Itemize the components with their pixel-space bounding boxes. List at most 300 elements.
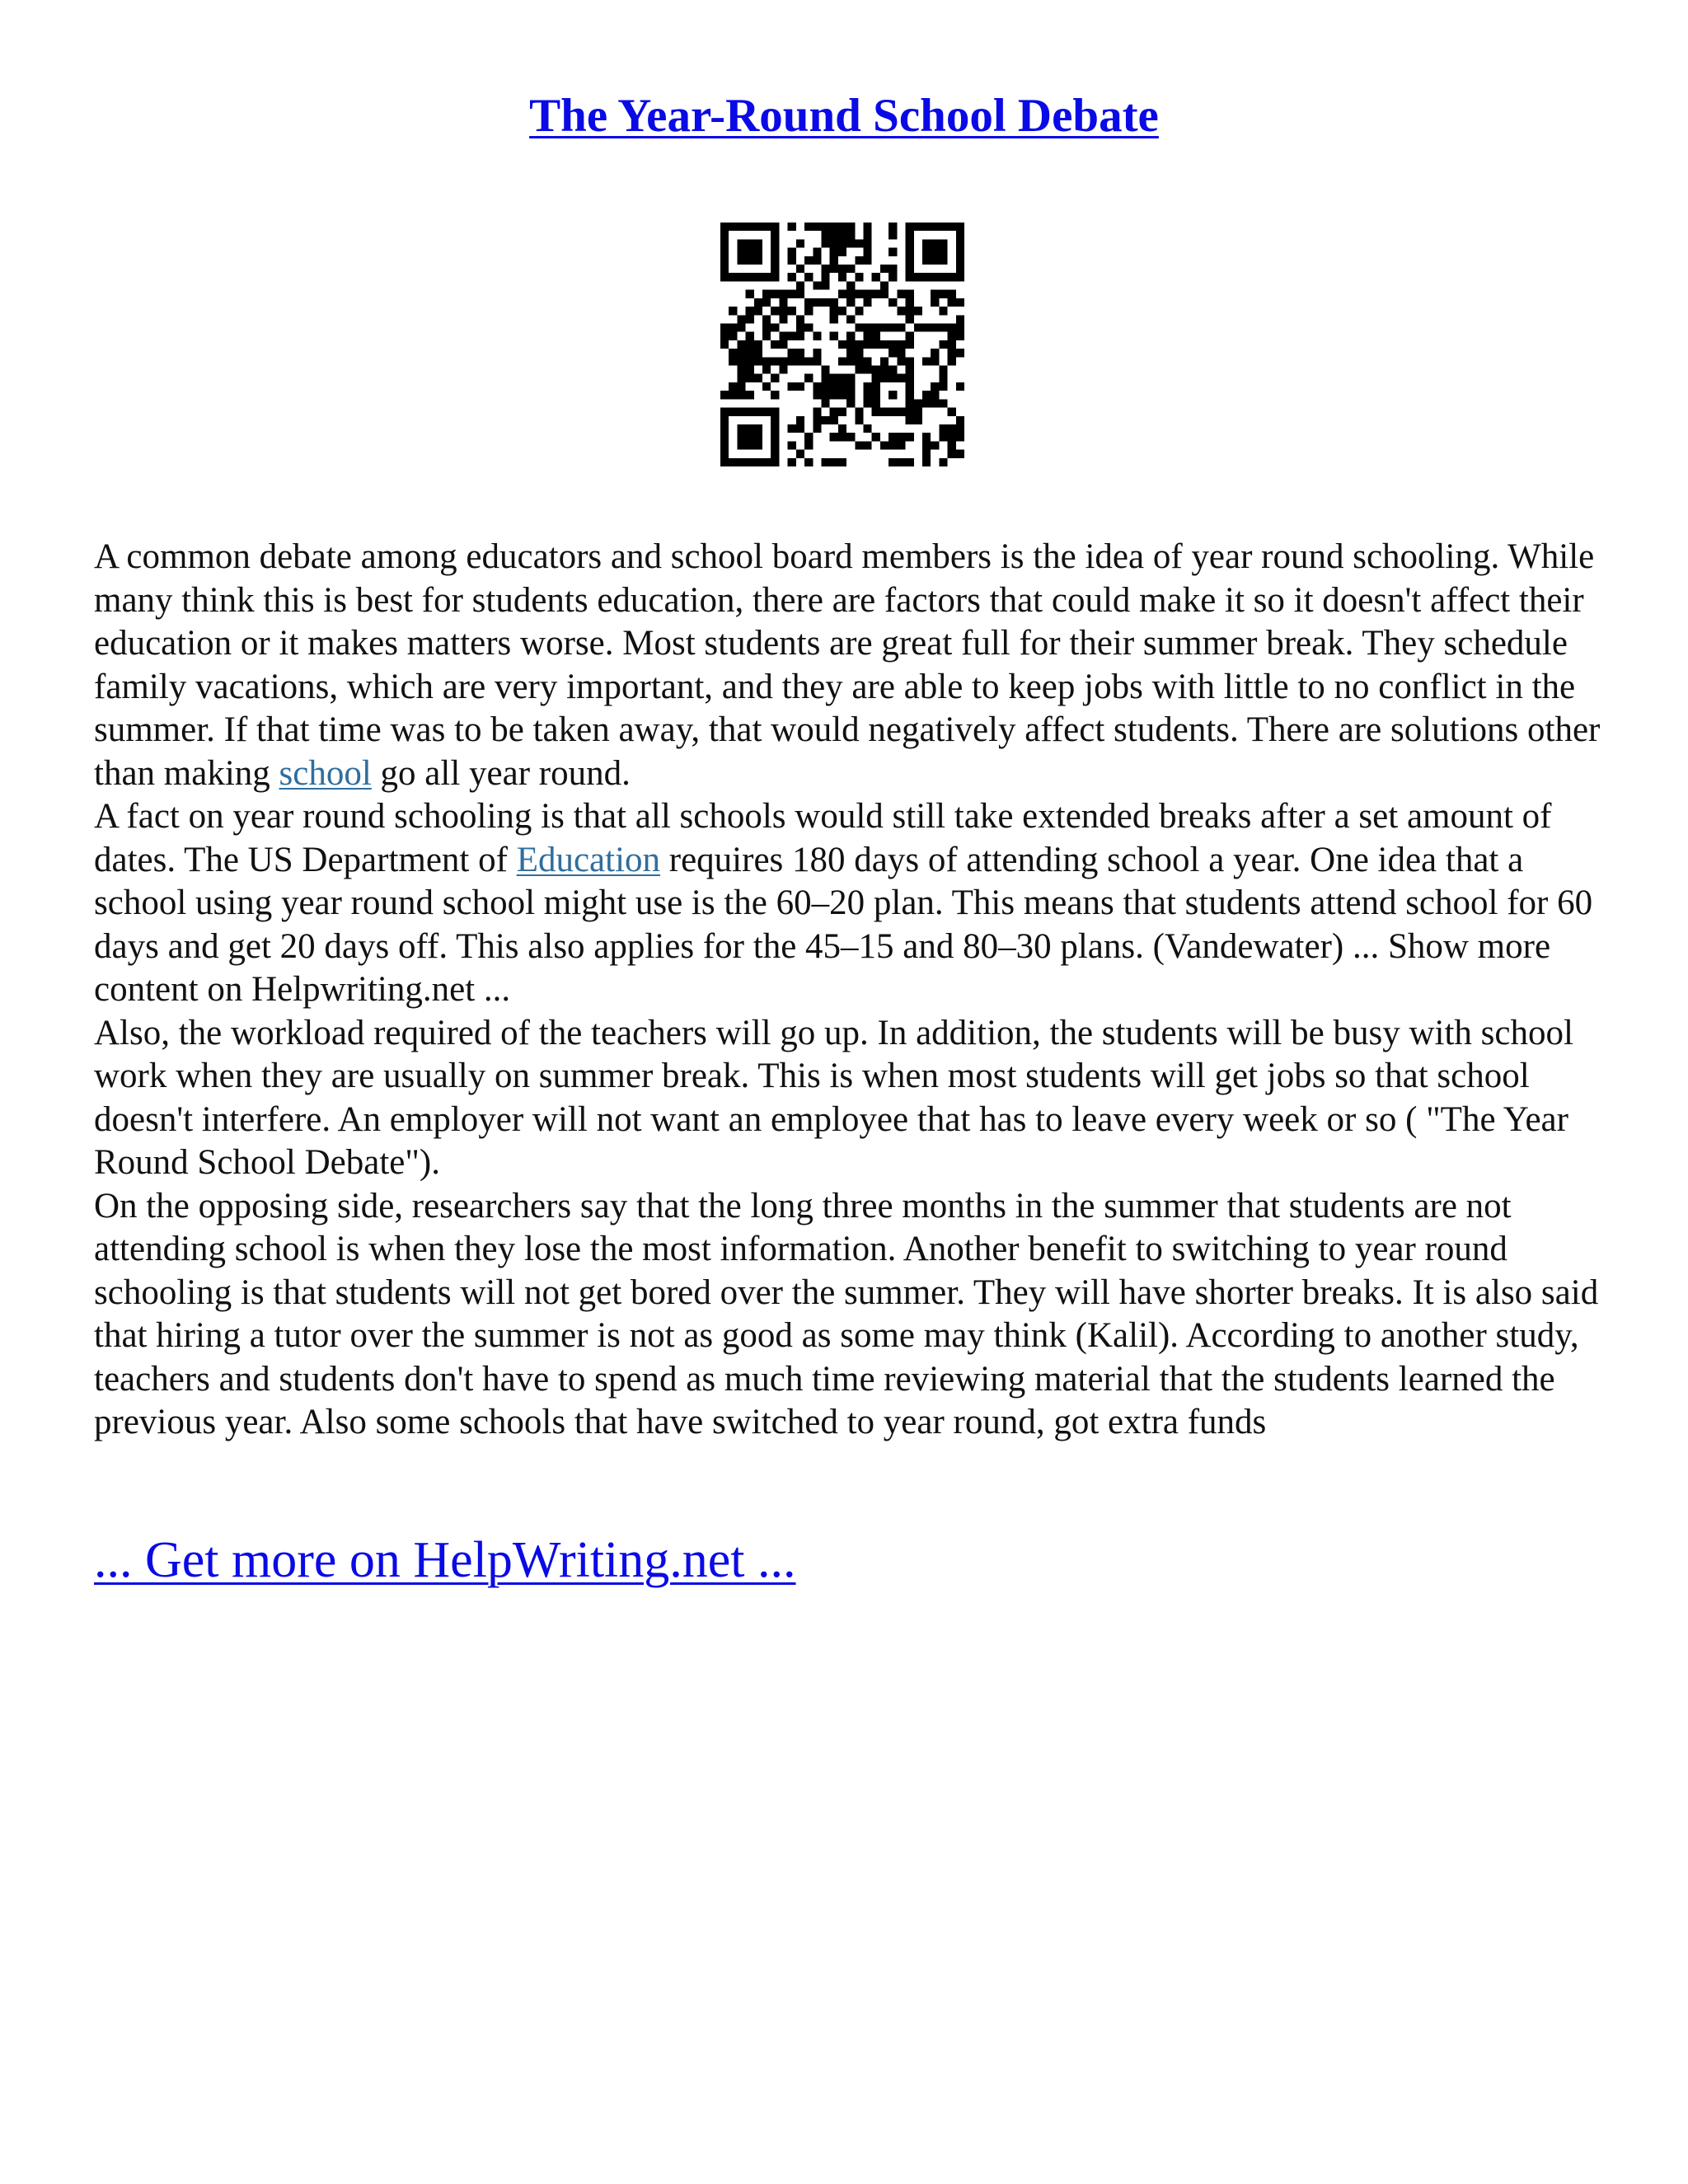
- qr-module: [948, 223, 956, 231]
- qr-module: [922, 391, 931, 399]
- qr-module: [880, 441, 889, 449]
- qr-module: [788, 382, 796, 391]
- qr-module: [872, 323, 880, 331]
- qr-module: [754, 256, 762, 265]
- qr-module: [737, 433, 745, 441]
- qr-module: [804, 298, 813, 307]
- qr-module: [788, 424, 796, 433]
- qr-module: [762, 408, 771, 416]
- qr-module: [771, 248, 779, 256]
- qr-module: [956, 223, 964, 231]
- qr-module: [864, 332, 872, 340]
- qr-module: [804, 374, 813, 382]
- qr-module: [788, 307, 796, 315]
- qr-module: [720, 223, 729, 231]
- qr-module: [931, 349, 939, 357]
- qr-module: [746, 458, 754, 466]
- qr-module: [906, 231, 914, 239]
- qr-module: [914, 416, 922, 424]
- qr-module: [729, 391, 737, 399]
- qr-module: [880, 374, 889, 382]
- qr-module: [846, 231, 855, 239]
- qr-module: [788, 332, 796, 340]
- qr-module: [864, 323, 872, 331]
- paragraph-2-text-after: requires 180 days of attending school a year. One idea that a school using year round school might use is the 60–20 plan. This means that students attend school for 60 days and get 20 days off. This also applies for the 45–15 and 80–30 plans. (Vandewater) ... Show more content on Helpwriting.net ...: [94, 840, 1593, 1009]
- qr-module: [754, 458, 762, 466]
- qr-module: [746, 315, 754, 323]
- qr-module: [897, 433, 905, 441]
- qr-module: [720, 273, 729, 281]
- qr-module: [813, 391, 821, 399]
- qr-module: [939, 307, 947, 315]
- qr-module: [956, 273, 964, 281]
- qr-module: [771, 450, 779, 458]
- qr-module: [864, 298, 872, 307]
- qr-module: [889, 391, 897, 399]
- paragraph-1-text-before: A common debate among educators and school board members is the idea of year round schooling. While many think this is best for students education, there are factors that could make it so it doesn't affect their education or it makes matters worse. Most students are great full for their summer break. They schedule family vacations, which are very important, and they are able to keep jobs with little to no conflict in the summer. If that time was to be taken away, that would negatively affect students. There are solutions other than making: [94, 537, 1601, 793]
- qr-module: [889, 265, 897, 273]
- qr-module: [762, 357, 771, 365]
- qr-module: [720, 323, 729, 331]
- qr-module: [771, 273, 779, 281]
- qr-module: [830, 239, 838, 247]
- qr-module: [804, 323, 813, 331]
- qr-module: [830, 391, 838, 399]
- qr-module: [939, 399, 947, 407]
- qr-module: [872, 366, 880, 374]
- qr-module: [956, 265, 964, 273]
- qr-module: [880, 290, 889, 298]
- qr-module: [746, 424, 754, 433]
- qr-module: [746, 223, 754, 231]
- qr-module: [830, 298, 838, 307]
- qr-module: [956, 239, 964, 247]
- qr-module: [838, 223, 846, 231]
- qr-module: [720, 256, 729, 265]
- qr-module: [897, 349, 905, 357]
- qr-module: [906, 357, 914, 365]
- qr-module: [838, 248, 846, 256]
- qr-module: [754, 248, 762, 256]
- qr-module: [746, 307, 754, 315]
- qr-module: [889, 340, 897, 349]
- qr-module: [746, 433, 754, 441]
- qr-module: [948, 340, 956, 349]
- qr-module: [846, 298, 855, 307]
- qr-module: [889, 248, 897, 256]
- qr-module: [889, 323, 897, 331]
- paragraph-1: [94, 536, 1602, 795]
- qr-module: [939, 290, 947, 298]
- qr-module: [804, 223, 813, 231]
- paragraph-3: Also, the workload required of the teachers will go up. In addition, the students will be busy with school work when they are usually on summer break. This is when most students will get jobs so that school doesn't interfere. An employer will not want an employee that has to leave every week or so ( "The Year Round School Debate").: [94, 1013, 1573, 1182]
- qr-module: [906, 340, 914, 349]
- qr-module: [872, 433, 880, 441]
- title-container: [0, 89, 1688, 143]
- qr-module: [906, 248, 914, 256]
- qr-module: [846, 223, 855, 231]
- qr-module: [872, 382, 880, 391]
- qr-module: [771, 231, 779, 239]
- qr-module: [737, 366, 745, 374]
- qr-module: [729, 458, 737, 466]
- paragraph-4: On the opposing side, researchers say that the long three months in the summer that students are not attending school is when they lose the most information. Another benefit to switching to year round schooling is that students will not get bored over the summer. They will have shorter breaks. It is also said that hiring a tutor over the summer is not as good as some may think (Kalil). According to another study, teachers and students don't have to spend as much time reviewing material that the students learned the previous year. Also some schools that have switched to year round, got extra funds: [94, 1186, 1599, 1441]
- qr-module: [762, 290, 771, 298]
- qr-module: [804, 458, 813, 466]
- qr-module: [931, 273, 939, 281]
- qr-module: [956, 231, 964, 239]
- qr-module: [813, 298, 821, 307]
- qr-module: [931, 290, 939, 298]
- qr-module: [737, 273, 745, 281]
- qr-module: [906, 265, 914, 273]
- qr-module: [737, 458, 745, 466]
- paragraph-2: [94, 795, 1602, 1012]
- qr-module: [939, 424, 947, 433]
- qr-module: [729, 408, 737, 416]
- qr-module: [821, 366, 829, 374]
- qr-module: [830, 416, 838, 424]
- qr-module: [889, 433, 897, 441]
- qr-module: [720, 424, 729, 433]
- qr-module: [737, 223, 745, 231]
- qr-module: [830, 374, 838, 382]
- qr-module: [880, 366, 889, 374]
- qr-module: [771, 424, 779, 433]
- qr-module: [922, 273, 931, 281]
- qr-module: [906, 408, 914, 416]
- qr-module: [939, 248, 947, 256]
- qr-module: [922, 399, 931, 407]
- qr-module: [746, 248, 754, 256]
- qr-module: [762, 298, 771, 307]
- qr-module: [754, 357, 762, 365]
- qr-module: [796, 382, 804, 391]
- qr-module: [956, 433, 964, 441]
- qr-module: [906, 458, 914, 466]
- qr-module: [864, 223, 872, 231]
- qr-module: [855, 256, 863, 265]
- qr-module: [846, 239, 855, 247]
- qr-module: [830, 223, 838, 231]
- qr-module: [796, 265, 804, 273]
- qr-module: [737, 323, 745, 331]
- qr-module: [737, 374, 745, 382]
- qr-module: [956, 424, 964, 433]
- school-link[interactable]: school: [279, 753, 372, 793]
- qr-module: [746, 408, 754, 416]
- page-title-link[interactable]: The Year-Round School Debate: [529, 90, 1159, 142]
- qr-module: [864, 239, 872, 247]
- qr-module: [906, 273, 914, 281]
- qr-module: [872, 340, 880, 349]
- qr-module: [922, 323, 931, 331]
- qr-module: [855, 273, 863, 281]
- qr-module: [846, 399, 855, 407]
- qr-module: [939, 433, 947, 441]
- qr-module: [889, 298, 897, 307]
- qr-module: [939, 239, 947, 247]
- qr-module: [771, 391, 779, 399]
- qr-module: [939, 458, 947, 466]
- qr-module: [948, 290, 956, 298]
- qr-module: [948, 349, 956, 357]
- qr-module: [737, 391, 745, 399]
- qr-module: [813, 256, 821, 265]
- qr-module: [939, 382, 947, 391]
- qr-module: [906, 298, 914, 307]
- qr-module: [821, 281, 829, 289]
- qr-module: [914, 307, 922, 315]
- qr-module: [855, 366, 863, 374]
- qr-module: [830, 458, 838, 466]
- qr-module: [956, 298, 964, 307]
- qr-module: [864, 256, 872, 265]
- qr-module: [855, 408, 863, 416]
- more-link-container: [94, 1531, 796, 1590]
- qr-module: [754, 374, 762, 382]
- qr-module: [746, 349, 754, 357]
- qr-module: [948, 433, 956, 441]
- qr-module: [720, 450, 729, 458]
- qr-module: [838, 239, 846, 247]
- qr-module: [796, 416, 804, 424]
- qr-module: [804, 357, 813, 365]
- qr-module: [821, 273, 829, 281]
- qr-module: [746, 290, 754, 298]
- qr-module: [754, 408, 762, 416]
- qr-module: [762, 382, 771, 391]
- qr-module: [931, 391, 939, 399]
- qr-module: [864, 231, 872, 239]
- qr-module: [821, 416, 829, 424]
- qr-module: [821, 265, 829, 273]
- qr-module: [779, 366, 787, 374]
- qr-module: [830, 408, 838, 416]
- qr-module: [746, 374, 754, 382]
- qr-module: [880, 408, 889, 416]
- qr-module: [771, 223, 779, 231]
- qr-module: [956, 382, 964, 391]
- qr-module: [906, 416, 914, 424]
- qr-module: [956, 332, 964, 340]
- qr-module: [720, 441, 729, 449]
- qr-module: [948, 323, 956, 331]
- qr-module: [771, 357, 779, 365]
- qr-module: [855, 357, 863, 365]
- qr-module: [729, 323, 737, 331]
- qr-module: [754, 349, 762, 357]
- qr-module: [956, 450, 964, 458]
- qr-module: [897, 441, 905, 449]
- qr-module: [880, 357, 889, 365]
- qr-module: [754, 239, 762, 247]
- qr-module: [864, 399, 872, 407]
- qr-module: [830, 382, 838, 391]
- qr-module: [720, 416, 729, 424]
- qr-module: [872, 273, 880, 281]
- qr-module: [889, 366, 897, 374]
- qr-module: [754, 424, 762, 433]
- qr-module: [897, 290, 905, 298]
- qr-module: [720, 433, 729, 441]
- qr-module: [906, 239, 914, 247]
- qr-module: [838, 374, 846, 382]
- qr-module: [821, 298, 829, 307]
- qr-module: [846, 265, 855, 273]
- qr-module: [771, 323, 779, 331]
- qr-module: [779, 340, 787, 349]
- qr-module: [813, 223, 821, 231]
- qr-module: [737, 349, 745, 357]
- qr-module: [846, 349, 855, 357]
- qr-module: [788, 223, 796, 231]
- qr-module: [754, 273, 762, 281]
- qr-module: [889, 273, 897, 281]
- qr-module: [956, 315, 964, 323]
- qr-module: [754, 298, 762, 307]
- qr-module: [779, 332, 787, 340]
- qr-module: [846, 391, 855, 399]
- qr-module: [729, 357, 737, 365]
- qr-module: [931, 239, 939, 247]
- qr-module: [754, 441, 762, 449]
- qr-module: [906, 374, 914, 382]
- qr-module: [897, 340, 905, 349]
- qr-module: [914, 323, 922, 331]
- qr-module: [864, 357, 872, 365]
- qr-module: [864, 340, 872, 349]
- qr-module: [846, 340, 855, 349]
- qr-module: [846, 332, 855, 340]
- paragraph-1-text-after: go all year round.: [371, 753, 631, 793]
- qr-module: [956, 248, 964, 256]
- qr-module: [830, 265, 838, 273]
- qr-module: [746, 239, 754, 247]
- qr-module: [821, 239, 829, 247]
- qr-module: [821, 223, 829, 231]
- qr-module: [897, 307, 905, 315]
- qr-module: [771, 458, 779, 466]
- qr-module: [830, 256, 838, 265]
- qr-module: [931, 248, 939, 256]
- qr-module: [813, 424, 821, 433]
- qr-module: [737, 408, 745, 416]
- qr-module: [897, 408, 905, 416]
- qr-module: [737, 248, 745, 256]
- qr-module: [729, 223, 737, 231]
- qr-module: [813, 349, 821, 357]
- qr-module: [737, 256, 745, 265]
- qr-module: [720, 408, 729, 416]
- qr-module: [746, 391, 754, 399]
- qr-module: [838, 307, 846, 315]
- qr-module: [729, 307, 737, 315]
- qr-module: [746, 256, 754, 265]
- qr-module: [931, 223, 939, 231]
- qr-module: [948, 424, 956, 433]
- qr-module: [956, 323, 964, 331]
- qr-module: [838, 340, 846, 349]
- qr-module: [956, 256, 964, 265]
- qr-module: [796, 290, 804, 298]
- qr-module: [846, 374, 855, 382]
- qr-module: [948, 298, 956, 307]
- qr-module: [720, 248, 729, 256]
- qr-module: [872, 391, 880, 399]
- qr-module: [737, 441, 745, 449]
- qr-module: [821, 382, 829, 391]
- qr-module: [804, 273, 813, 281]
- qr-module: [906, 382, 914, 391]
- qr-module: [939, 323, 947, 331]
- qr-module: [855, 340, 863, 349]
- qr-module: [864, 366, 872, 374]
- qr-module: [804, 307, 813, 315]
- qr-module: [830, 315, 838, 323]
- get-more-link[interactable]: ... Get more on HelpWriting.net ...: [94, 1532, 796, 1588]
- qr-module: [931, 441, 939, 449]
- qr-module: [948, 450, 956, 458]
- qr-module: [922, 239, 931, 247]
- qr-module: [855, 239, 863, 247]
- qr-module: [864, 290, 872, 298]
- qr-module: [796, 357, 804, 365]
- qr-module: [788, 248, 796, 256]
- qr-module: [897, 458, 905, 466]
- qr-module: [838, 458, 846, 466]
- qr-module: [821, 391, 829, 399]
- qr-module: [889, 231, 897, 239]
- qr-module: [762, 323, 771, 331]
- qr-module: [855, 441, 863, 449]
- qr-module: [914, 223, 922, 231]
- qr-module: [846, 357, 855, 365]
- qr-module: [720, 332, 729, 340]
- qr-module: [897, 357, 905, 365]
- qr-module: [855, 416, 863, 424]
- education-link[interactable]: Education: [516, 840, 661, 879]
- qr-module: [914, 399, 922, 407]
- qr-module: [846, 315, 855, 323]
- qr-module: [889, 349, 897, 357]
- qr-module: [796, 281, 804, 289]
- qr-module: [813, 382, 821, 391]
- qr-module: [889, 441, 897, 449]
- qr-module: [720, 239, 729, 247]
- qr-module: [864, 441, 872, 449]
- qr-module: [948, 332, 956, 340]
- qr-module: [906, 223, 914, 231]
- qr-module: [872, 399, 880, 407]
- qr-module: [889, 458, 897, 466]
- qr-module: [788, 349, 796, 357]
- qr-module: [821, 374, 829, 382]
- qr-module: [720, 340, 729, 349]
- qr-module: [939, 223, 947, 231]
- qr-module: [880, 323, 889, 331]
- qr-module: [762, 223, 771, 231]
- qr-module: [846, 433, 855, 441]
- qr-module: [906, 433, 914, 441]
- qr-module: [746, 441, 754, 449]
- qr-module: [906, 332, 914, 340]
- qr-module: [796, 315, 804, 323]
- qr-module: [771, 290, 779, 298]
- qr-module: [737, 424, 745, 433]
- qr-module: [796, 323, 804, 331]
- qr-module: [880, 265, 889, 273]
